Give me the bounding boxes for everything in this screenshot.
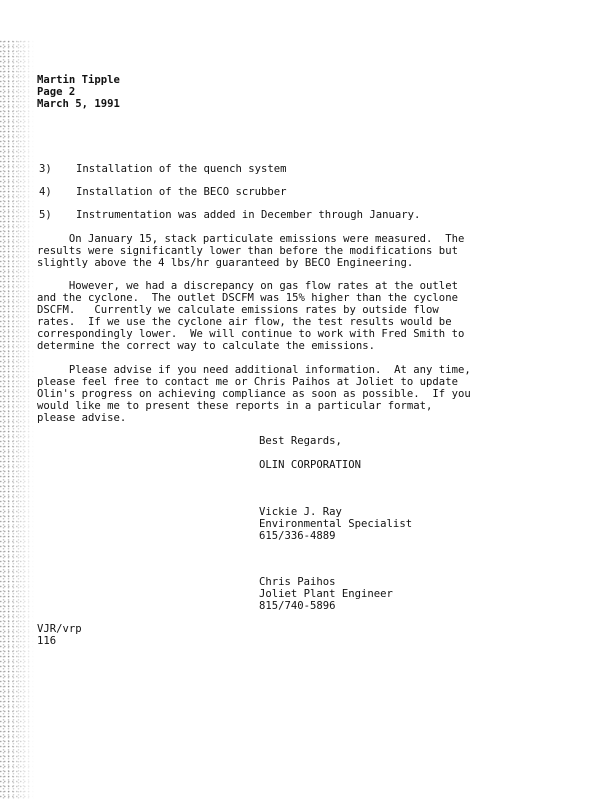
paragraph-line: results were significantly lower than before the modifications but (37, 245, 458, 257)
list-item-text: Installation of the quench system (76, 163, 287, 175)
list-item-number: 3) (39, 163, 52, 175)
signer-phone: 815/740-5896 (259, 600, 336, 612)
signer-title: Environmental Specialist (259, 518, 413, 530)
signer-phone: 615/336-4889 (259, 530, 336, 542)
list-item-text: Instrumentation was added in December through January. (76, 209, 421, 221)
paragraph-line: would like me to present these reports in a particular format, (37, 400, 433, 412)
recipient-name: Martin Tipple (37, 74, 120, 86)
company-name: OLIN CORPORATION (259, 459, 362, 471)
paragraph-line: DSCFM. Currently we calculate emissions rates by outside flow (37, 304, 439, 316)
page-number: Page 2 (37, 86, 76, 98)
paragraph-line: please feel free to contact me or Chris Paihos at Joliet to update (37, 376, 458, 388)
paragraph-line: correspondingly lower. We will continue to work with Fred Smith to (37, 328, 465, 340)
paragraph-line: slightly above the 4 lbs/hr guaranteed by BECO Engineering. (37, 257, 414, 269)
letter-date: March 5, 1991 (37, 98, 120, 110)
signer-title: Joliet Plant Engineer (259, 588, 393, 600)
list-item-text: Installation of the BECO scrubber (76, 186, 287, 198)
paragraph-line: and the cyclone. The outlet DSCFM was 15% higher than the cyclone (37, 292, 458, 304)
paragraph-line: On January 15, stack particulate emissions were measured. The (37, 233, 465, 245)
paragraph-line: However, we had a discrepancy on gas flow rates at the outlet (37, 280, 458, 292)
paragraph-line: Olin's progress on achieving compliance as soon as possible. If you (37, 388, 471, 400)
document-code: 116 (37, 635, 57, 647)
list-item-number: 4) (39, 186, 52, 198)
closing: Best Regards, (259, 435, 342, 447)
paragraph-line: determine the correct way to calculate the emissions. (37, 340, 376, 352)
signer-name: Vickie J. Ray (259, 506, 342, 518)
signer-name: Chris Paihos (259, 576, 336, 588)
paragraph-line: Please advise if you need additional information. At any time, (37, 364, 471, 376)
list-item-number: 5) (39, 209, 52, 221)
scan-noise (0, 40, 34, 800)
typist-initials: VJR/vrp (37, 623, 82, 635)
paragraph-line: rates. If we use the cyclone air flow, the test results would be (37, 316, 452, 328)
paragraph-line: please advise. (37, 412, 127, 424)
